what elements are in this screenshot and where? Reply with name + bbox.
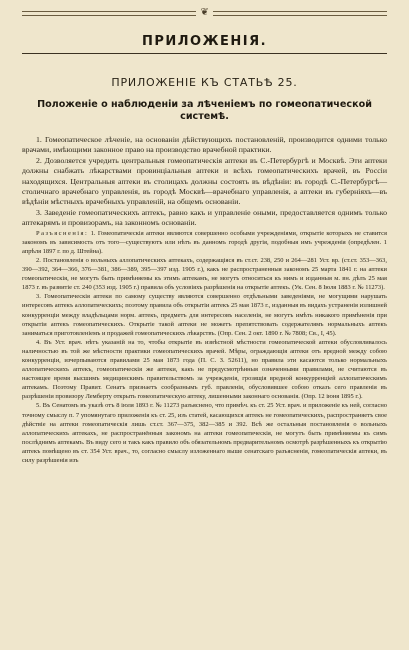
ornament-icon: ❦ xyxy=(200,7,209,18)
note-3: 3. Гомеопатическія аптеки по самому существу являются совершенно отдѣльными заведеніями, не могущими нарушать интересовъ аптекъ аллопатическихъ; поэтому правила объ открытіи аптекъ 25 мая 1873 г., изданныя въ видахъ устраненія излишней конкурренціи между владѣльцами норм. аптекъ, предметъ для интересовъ населенія, не могутъ имѣть никакого примѣненія при открытіи аптекъ гомеопатическихъ. Открытіе такой аптеки не можетъ препятствовать содержателямъ нормальныхъ аптекъ заниматься приготовленіемъ и продажей гомеопатическихъ лѣкарствъ. (Опр. Сен. 2 окт. 1890 г. № 7808; Св., І, 45). xyxy=(22,293,387,337)
note-2: 2. Постановленія о вольныхъ аллопатическихъ аптекахъ, содержащіяся въ ст.ст. 238, 250 и 264—281 Уст. вр. (ст.ст. 353—363, 390—392, 364—366, 376—381, 386—389, 395—397 изд. 1905 г.), какъ не распространенныя закономъ 25 марта 1841 г. на аптеки гомеопатическія, не могутъ быть примѣняемы къ этимъ аптекамъ, не могутъ относиться къ нимъ и изданныя м. вн. дѣлъ 25 мая 1873 г. въ развитіе ст. 240 (353 изд. 1905 г.) правила объ условіяхъ разрѣшенія на открытіе аптекъ. (Ук. Сен. 8 Іюля 1883 г. № 11273). xyxy=(22,256,387,292)
note-1 xyxy=(22,229,387,256)
notes-label: Разъясненія: xyxy=(36,229,89,237)
appendix-heading: ПРИЛОЖЕНІЕ КЪ СТАТЬѢ 25. xyxy=(111,76,298,89)
note-5: 5. Въ Сенатомъ въ указѣ отъ 8 іюля 1893 г. № 11273 разъяснено, что примѣч. къ ст. 25 Уст. врач. и приложеніе къ ней, согласно точному смыслу п. 7 упомянутаго приложенія къ ст. 25, изъ статей, касающихся аптекъ не гомеопатическихъ, распространяетъ свое дѣйствіе на аптеки гомеопатическія лишь ст.ст. 367—375, 382—385 и 392. Всѣ же остальныя постановленія о вольныхъ аллопатическихъ аптекахъ, не распространённыя закономъ на аптеки гомеопатическія, не могутъ быть примѣняемы къ симъ послѣднимъ аптекамъ. Въ виду сего и такъ какъ правило объ обязательномъ предварительномъ осмотрѣ разрѣшенныхъ къ открытію аптекъ помѣщено въ ст. 354 Уст. врач., то, согласно смыслу изложеннаго выше сенатскаго разъясненія, гомеопатическія аптеки, въ силу разрѣшенія изъ xyxy=(22,402,387,465)
note-4: 4. Въ Уст. врач. нѣтъ указаній на то, чтобы открытіе въ извѣстной мѣстности гомеопатической аптеки обусловливалось наличностью въ той же мѣстности практики гомеопатическихъ врачей. Мѣры, ограждающія аптеки отъ вредной между собою конкурренціи, изчерпываются правилами 25 мая 1873 года (П. С. З. 52611), но правила эти касаются только нормальныхъ аллопатическихъ аптекъ, гомеопатическія же аптеки, какъ не предусмотрѣнныя означенными правилами, не считаются въ настоящее время высшимъ медицинскимъ правительствомъ за учрежденія, грозящія вредной конкурренціей аллопатическимъ аптекамъ. Поэтому Правит. Сенатъ признаетъ сообразнымъ губ. правленія, обусловившее собою отказъ сего правленія въ разрѣшеніи провизору Лемберту открыть гомеопатическую аптеку, лишенными законнаго основанія. (Опр. 12 іюня 1895 г.). xyxy=(22,338,387,401)
appendix-subtitle: Положеніе о наблюденіи за лѣченіемъ по гомеопатической системѣ. xyxy=(37,99,372,122)
paragraph-3: 3. Заведеніе гомеопатическихъ аптекъ, равно какъ и управленіе оными, предоставляется однимъ только аптекарямъ и провизорамъ, на законномъ основаніи. xyxy=(22,208,387,228)
title-rule xyxy=(22,53,387,54)
note-1-text: 1. Гомеопатическія аптеки являются совершенно особыми учрежденіями, открытіе которыхъ не ставится закономъ въ зависимость отъ того—существуютъ или нѣтъ въ данномъ городѣ другія, подобныя имъ учрежденія (опредѣлен. 1 апрѣля 1897 г. по д. Штейна). xyxy=(22,229,388,255)
paragraph-1: 1. Гомеопатическое лѣченіе, на основаніи дѣйствующихъ постановленій, производится одними только врачами, имѣющими законное право на производство врачебной практики. xyxy=(22,135,387,155)
paragraph-2: 2. Дозволяется учредить центральныя гомеопатическія аптеки въ С.-Петербургѣ и Москвѣ. Эти аптеки должны снабжать лѣкарствами провинціальныя аптеки и всѣхъ гомеопатическихъ врачей, въ Россіи находящихся. Центральныя аптеки въ столицахъ должны состоять въ вѣдѣніи: въ городѣ С.-Петербургѣ—столичнаго врачебнаго управленія, въ городѣ Москвѣ—врачебнаго управленія, а аптеки въ губерніяхъ—въ вѣдѣніи мѣстныхъ врачебныхъ управленій, на общемъ основаніи. xyxy=(22,156,387,207)
section-title: ПРИЛОЖЕНІЯ. xyxy=(141,34,268,49)
top-ornament xyxy=(22,6,387,20)
